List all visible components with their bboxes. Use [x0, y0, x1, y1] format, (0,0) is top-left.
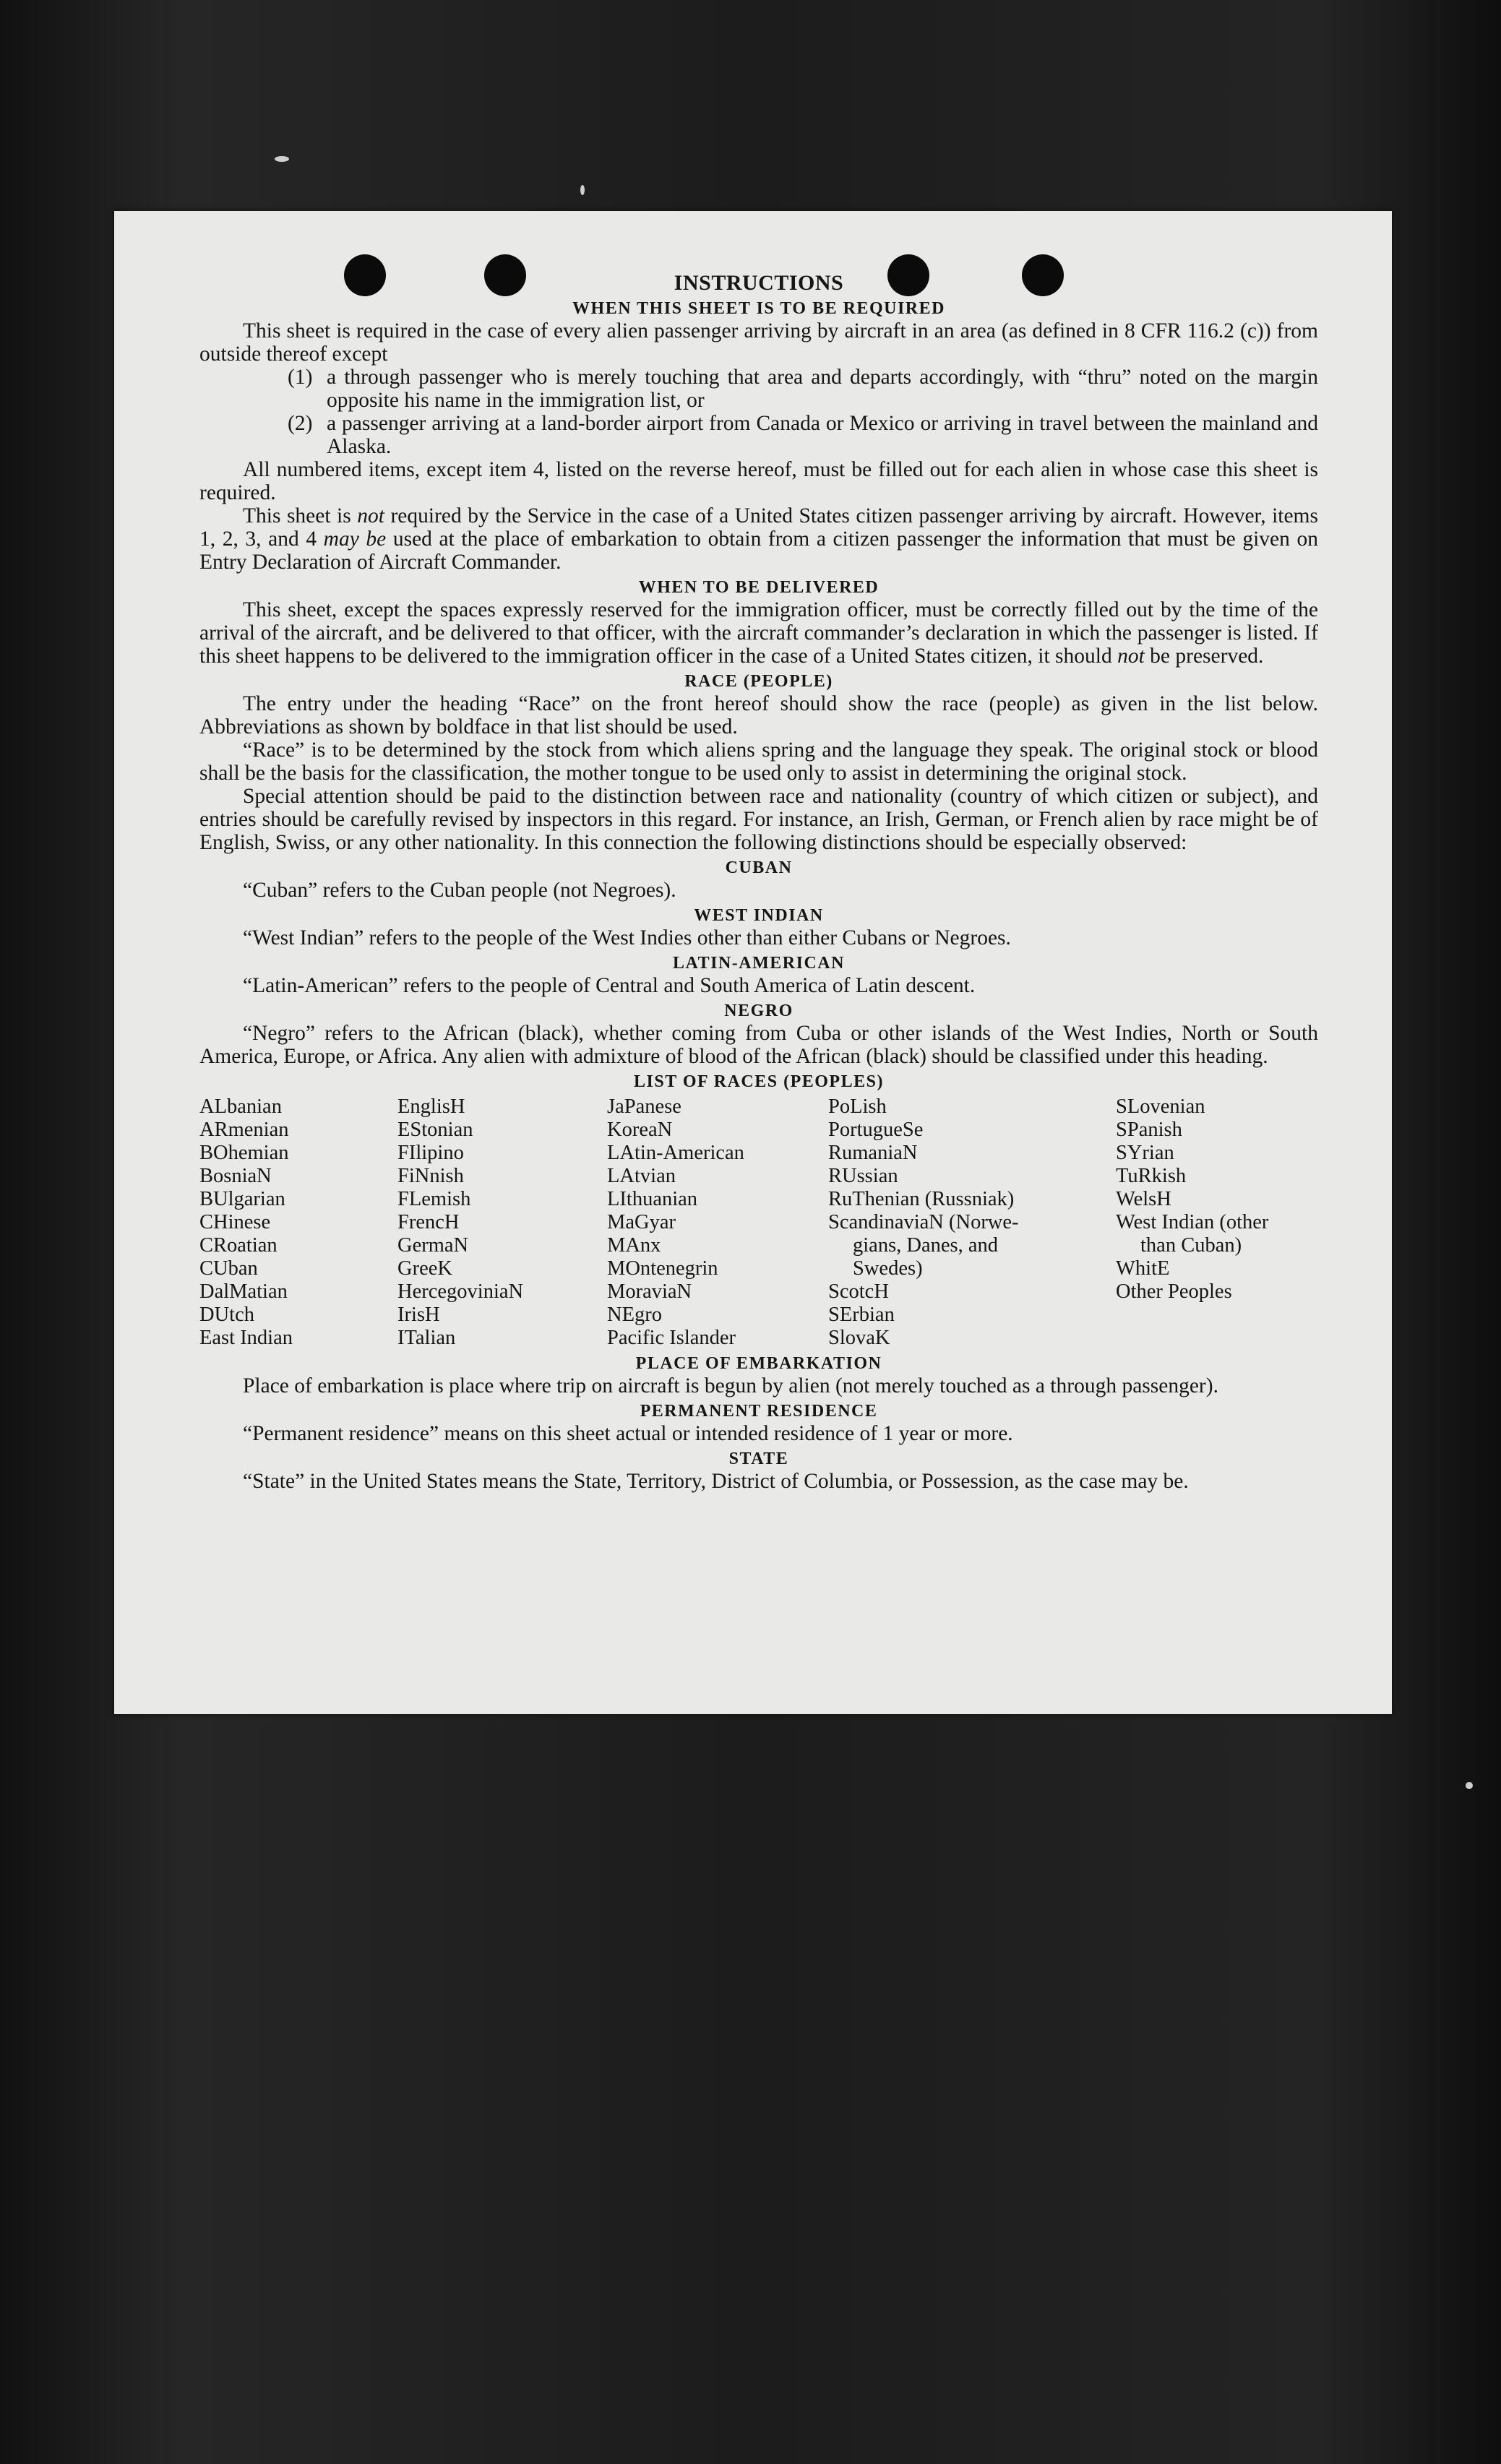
state-text: “State” in the United States means the State, Territory, District of Columbia, or Possession, as the case may be.: [243, 1470, 1189, 1493]
heading-state: STATE: [728, 1449, 789, 1468]
heading-embarkation: PLACE OF EMBARKATION: [635, 1354, 882, 1373]
heading-cuban: CUBAN: [725, 858, 793, 877]
race-entry: GreeK: [397, 1257, 452, 1280]
race-entry: MoraviaN: [607, 1280, 692, 1303]
race-entry: RumaniaN: [828, 1142, 918, 1164]
race-entry: GermaN: [397, 1234, 469, 1257]
race-entry: KoreaN: [607, 1119, 673, 1141]
exception-text: a passenger arriving at a land-border airport from Canada or Mexico or arriving in travel between the mainland and Alaska.: [327, 412, 1318, 458]
exception-text: a through passenger who is merely touching that area and departs accordingly, with “thru” noted on the margin opposite his name in the immigration list, or: [327, 366, 1318, 412]
race-entry: IrisH: [397, 1304, 440, 1326]
heading-when-delivered: WHEN TO BE DELIVERED: [638, 578, 879, 597]
race-paragraph: “Race” is to be determined by the stock from which aliens spring and the language they speak. The original stock or blood shall be the basis for the classification, the mother tongue to be used only to assist in determining the original stock.: [199, 738, 1318, 785]
race-entry: BosniaN: [199, 1165, 272, 1187]
citizen-note-emphasis: not: [357, 504, 384, 527]
race-entry: MOntenegrin: [607, 1257, 718, 1280]
race-entry: NEgro: [607, 1304, 662, 1326]
race-entry: WhitE: [1116, 1257, 1170, 1280]
heading-race: RACE (PEOPLE): [684, 672, 833, 691]
races-column: [607, 1095, 828, 1350]
race-entry: LAtvian: [607, 1165, 676, 1187]
delivered-text: [199, 598, 1318, 668]
instructions-text: [199, 272, 1318, 1493]
race-entry: ScotcH: [828, 1280, 889, 1303]
numbered-items-note: All numbered items, except item 4, listed on the reverse hereof, must be filled out for each alien in whose case this sheet is required.: [199, 458, 1318, 504]
race-entry: JaPanese: [607, 1095, 681, 1118]
race-entry: EnglisH: [397, 1095, 465, 1118]
race-entry: RuThenian (Russniak): [828, 1188, 1015, 1210]
document-page: [114, 211, 1392, 1714]
heading-latin-american: LATIN-AMERICAN: [673, 954, 845, 973]
cuban-text: “Cuban” refers to the Cuban people (not Negroes).: [243, 879, 676, 902]
race-entry: MAnx: [607, 1234, 661, 1257]
race-entry: CRoatian: [199, 1234, 278, 1257]
race-entry: TuRkish: [1116, 1165, 1187, 1187]
race-entry: SPanish: [1116, 1119, 1182, 1141]
citizen-note-part: used at the place of embarkation to obtain from a citizen passenger the information that must be given on Entry Declaration of Aircraft Commander.: [199, 527, 1318, 574]
race-entry: PoLish: [828, 1095, 887, 1118]
race-entry: DUtch: [199, 1304, 254, 1326]
race-entry: ARmenian: [199, 1119, 289, 1141]
delivered-part: This sheet, except the spaces expressly reserved for the immigration officer, must be correctly filled out by the time of the arrival of the aircraft, and be delivered to that officer, with the aircraft commander’s declaration in which the passenger is listed. If this sheet happens to be delivered to the immigration officer in the case of a United States citizen, it should: [199, 598, 1318, 668]
required-intro: This sheet is required in the case of every alien passenger arriving by aircraft in an area (as defined in 8 CFR 116.2 (c)) from outside thereof except: [199, 319, 1318, 366]
exception-item: [199, 366, 1318, 412]
races-column: [828, 1095, 1116, 1350]
citizen-note-part: required by the Service in the case of a United States citizen passenger arriving by aircraft. However, items 1, 2, 3, and 4: [199, 504, 1318, 551]
race-entry: BOhemian: [199, 1142, 289, 1164]
heading-west-indian: WEST INDIAN: [694, 906, 824, 925]
latin-american-text: “Latin-American” refers to the people of Central and South America of Latin descent.: [243, 974, 976, 997]
film-speck: [275, 156, 289, 162]
film-speck: [1466, 1782, 1473, 1789]
negro-text: “Negro” refers to the African (black), whether coming from Cuba or other islands of the West Indies, North or South America, Europe, or Africa. Any alien with admixture of blood of the African (black) should be classified under this heading.: [199, 1022, 1318, 1068]
heading-list-of-races: LIST OF RACES (PEOPLES): [634, 1072, 884, 1091]
race-entry: FiNnish: [397, 1165, 464, 1187]
race-entry-continued: than Cuban): [1140, 1234, 1242, 1257]
races-list: [199, 1095, 1318, 1350]
races-column: [1116, 1095, 1318, 1350]
race-entry: SLovenian: [1116, 1095, 1205, 1118]
citizen-note-part: This sheet is: [243, 504, 358, 527]
race-entry: CUban: [199, 1257, 258, 1280]
races-column: [199, 1095, 397, 1350]
race-entry: FLemish: [397, 1188, 471, 1210]
race-entry: LAtin-American: [607, 1142, 744, 1164]
race-entry: SErbian: [828, 1304, 895, 1326]
embarkation-text: Place of embarkation is place where trip on aircraft is begun by alien (not merely touched as a through passenger).: [243, 1374, 1218, 1397]
race-entry: LIthuanian: [607, 1188, 698, 1210]
race-entry: SlovaK: [828, 1327, 890, 1349]
race-entry: EStonian: [397, 1119, 473, 1141]
race-entry: BUlgarian: [199, 1188, 285, 1210]
race-entry: FIlipino: [397, 1142, 464, 1164]
race-entry: ITalian: [397, 1327, 456, 1349]
race-entry: Pacific Islander: [607, 1327, 736, 1349]
race-entry: RUssian: [828, 1165, 898, 1187]
race-entry: Other Peoples: [1116, 1280, 1232, 1303]
race-entry: ScandinaviaN (Norwe-: [828, 1211, 1019, 1233]
race-paragraph: Special attention should be paid to the distinction between race and nationality (country of which citizen or subject), and entries should be carefully revised by inspectors in this regard. For instance, an Irish, German, or French alien by race might be of English, Swiss, or any other nationality. In this connection the following distinctions should be especially observed:: [199, 785, 1318, 854]
delivered-part: be preserved.: [1144, 645, 1264, 668]
race-entry: FrencH: [397, 1211, 460, 1233]
race-entry: DalMatian: [199, 1280, 288, 1303]
race-entry-continued: gians, Danes, and: [853, 1234, 999, 1257]
heading-when-required: WHEN THIS SHEET IS TO BE REQUIRED: [572, 299, 945, 318]
exception-item: [199, 412, 1318, 458]
race-entry: PortugueSe: [828, 1119, 924, 1141]
citizen-note-emphasis: may be: [323, 527, 387, 551]
film-speck: [580, 185, 585, 195]
page-title: INSTRUCTIONS: [674, 271, 844, 295]
race-entry: WelsH: [1116, 1188, 1171, 1210]
race-entry: East Indian: [199, 1327, 293, 1349]
heading-negro: NEGRO: [724, 1001, 793, 1020]
heading-residence: PERMANENT RESIDENCE: [640, 1402, 878, 1421]
exception-number: (2): [288, 412, 313, 435]
race-entry: MaGyar: [607, 1211, 676, 1233]
residence-text: “Permanent residence” means on this sheet actual or intended residence of 1 year or more.: [243, 1422, 1013, 1445]
race-entry: West Indian (other: [1116, 1211, 1269, 1233]
race-entry: ALbanian: [199, 1095, 282, 1118]
race-paragraph: The entry under the heading “Race” on the front hereof should show the race (people) as given in the list below. Abbreviations as shown by boldface in that list should be used.: [199, 692, 1318, 738]
exception-number: (1): [288, 366, 313, 389]
races-column: [397, 1095, 607, 1350]
race-entry: HercegoviniaN: [397, 1280, 524, 1303]
race-entry-continued: Swedes): [853, 1257, 923, 1280]
west-indian-text: “West Indian” refers to the people of the West Indies other than either Cubans or Negroes.: [243, 926, 1011, 949]
race-entry: CHinese: [199, 1211, 271, 1233]
citizen-note: [199, 504, 1318, 574]
race-entry: SYrian: [1116, 1142, 1174, 1164]
delivered-emphasis: not: [1117, 645, 1145, 668]
